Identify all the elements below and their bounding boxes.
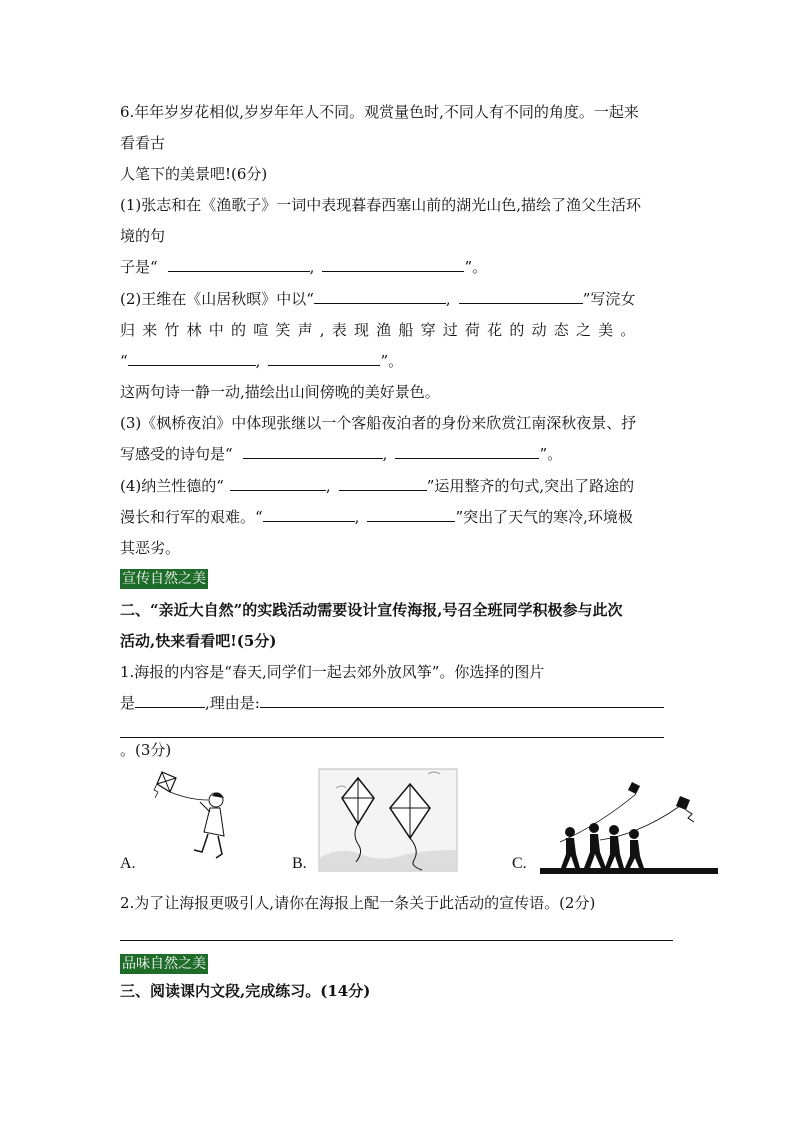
text: 是 bbox=[120, 694, 136, 712]
q2-line: 2.为了让海报更吸引人,请你在海报上配一条关于此活动的宣传语。(2分) bbox=[120, 894, 596, 912]
text: (2)王维在《山居秋暝》中以“ bbox=[120, 290, 314, 308]
section-heading: 三、阅读课内文段,完成练习。(14分) bbox=[120, 982, 371, 1000]
text: ”突出了天气的寒冷,环境极 bbox=[455, 508, 633, 526]
option-a-label: A. bbox=[120, 855, 136, 872]
q6-p4-answer-line bbox=[120, 507, 633, 527]
q6-p2-line: 这两句诗一静一动,描绘出山间傍晚的美好景色。 bbox=[120, 383, 440, 401]
text: , bbox=[382, 445, 388, 463]
q6-line: 人笔下的美景吧!(6分) bbox=[120, 165, 268, 183]
q6-p2-answer-line bbox=[120, 351, 403, 371]
section-tag: 品味自然之美 bbox=[122, 956, 206, 972]
text: , bbox=[325, 477, 331, 495]
text: , bbox=[255, 352, 261, 370]
q6-p3-answer-line bbox=[120, 444, 562, 464]
q6-p2-line: 归来竹林中的喧笑声,表现渔船穿过荷花的动态之美。 bbox=[120, 321, 643, 339]
text: ”。 bbox=[539, 445, 563, 463]
text: “ bbox=[120, 352, 128, 370]
q6-p4-answer-line bbox=[120, 476, 634, 496]
text: 漫长和行军的艰难。“ bbox=[120, 508, 263, 526]
q6-p1-line: 境的句 bbox=[120, 227, 166, 245]
answer-blank[interactable] bbox=[459, 289, 583, 304]
section-heading: 二、“亲近大自然”的实践活动需要设计宣传海报,号召全班同学积极参与此次 bbox=[120, 601, 623, 619]
q6-line: 6.年年岁岁花相似,岁岁年年人不同。观赏量色时,不同人有不同的角度。一起来 bbox=[120, 103, 639, 121]
text: ”写浣女 bbox=[582, 290, 636, 308]
text: 子是“ bbox=[120, 258, 158, 276]
answer-blank[interactable] bbox=[260, 693, 664, 708]
answer-blank[interactable] bbox=[168, 257, 310, 272]
silhouette-kites-picture[interactable] bbox=[540, 774, 718, 874]
section-tag: 宣传自然之美 bbox=[122, 571, 206, 587]
text: 写感受的诗句是“ bbox=[120, 445, 233, 463]
q6-p1-line: (1)张志和在《渔歌子》一词中表现暮春西塞山前的湖光山色,描绘了渔父生活环 bbox=[120, 196, 642, 214]
answer-blank[interactable] bbox=[395, 444, 539, 459]
q1-answer-line bbox=[120, 693, 664, 713]
q1-line: 1.海报的内容是“春天,同学们一起去郊外放风筝”。你选择的图片 bbox=[120, 663, 545, 681]
answer-blank[interactable] bbox=[339, 476, 427, 491]
answer-blank[interactable] bbox=[268, 351, 380, 366]
answer-blank[interactable] bbox=[128, 351, 256, 366]
text: ”。 bbox=[464, 258, 488, 276]
kite-girl-picture[interactable] bbox=[150, 770, 240, 865]
answer-line[interactable] bbox=[120, 737, 664, 738]
text: ,理由是: bbox=[205, 694, 260, 712]
q1-line: 。(3分) bbox=[120, 741, 172, 759]
answer-blank[interactable] bbox=[243, 444, 383, 459]
answer-line[interactable] bbox=[120, 940, 673, 941]
answer-blank[interactable] bbox=[263, 507, 355, 522]
text: , bbox=[309, 258, 315, 276]
option-c-label: C. bbox=[512, 855, 527, 872]
text: , bbox=[445, 290, 451, 308]
text: ”运用整齐的句式,突出了路途的 bbox=[426, 477, 635, 495]
q6-line: 看看古 bbox=[120, 134, 166, 152]
q6-p4-line: 其恶劣。 bbox=[120, 539, 181, 557]
option-b-label: B. bbox=[292, 855, 307, 872]
section-heading: 活动,快来看看吧!(5分) bbox=[120, 632, 277, 650]
q6-p3-line: (3)《枫桥夜泊》中体现张继以一个客船夜泊者的身份来欣赏江南深秋夜景、抒 bbox=[120, 414, 637, 432]
q6-p2-answer-line bbox=[120, 289, 635, 309]
answer-blank[interactable] bbox=[314, 289, 446, 304]
answer-blank[interactable] bbox=[135, 693, 205, 708]
text: ”。 bbox=[380, 352, 404, 370]
answer-blank[interactable] bbox=[322, 257, 464, 272]
two-kites-picture[interactable] bbox=[318, 768, 458, 872]
answer-blank[interactable] bbox=[230, 476, 326, 491]
text: (4)纳兰性德的“ bbox=[120, 477, 224, 495]
text: , bbox=[354, 508, 360, 526]
q6-p1-answer-line bbox=[120, 257, 487, 277]
answer-blank[interactable] bbox=[367, 507, 455, 522]
